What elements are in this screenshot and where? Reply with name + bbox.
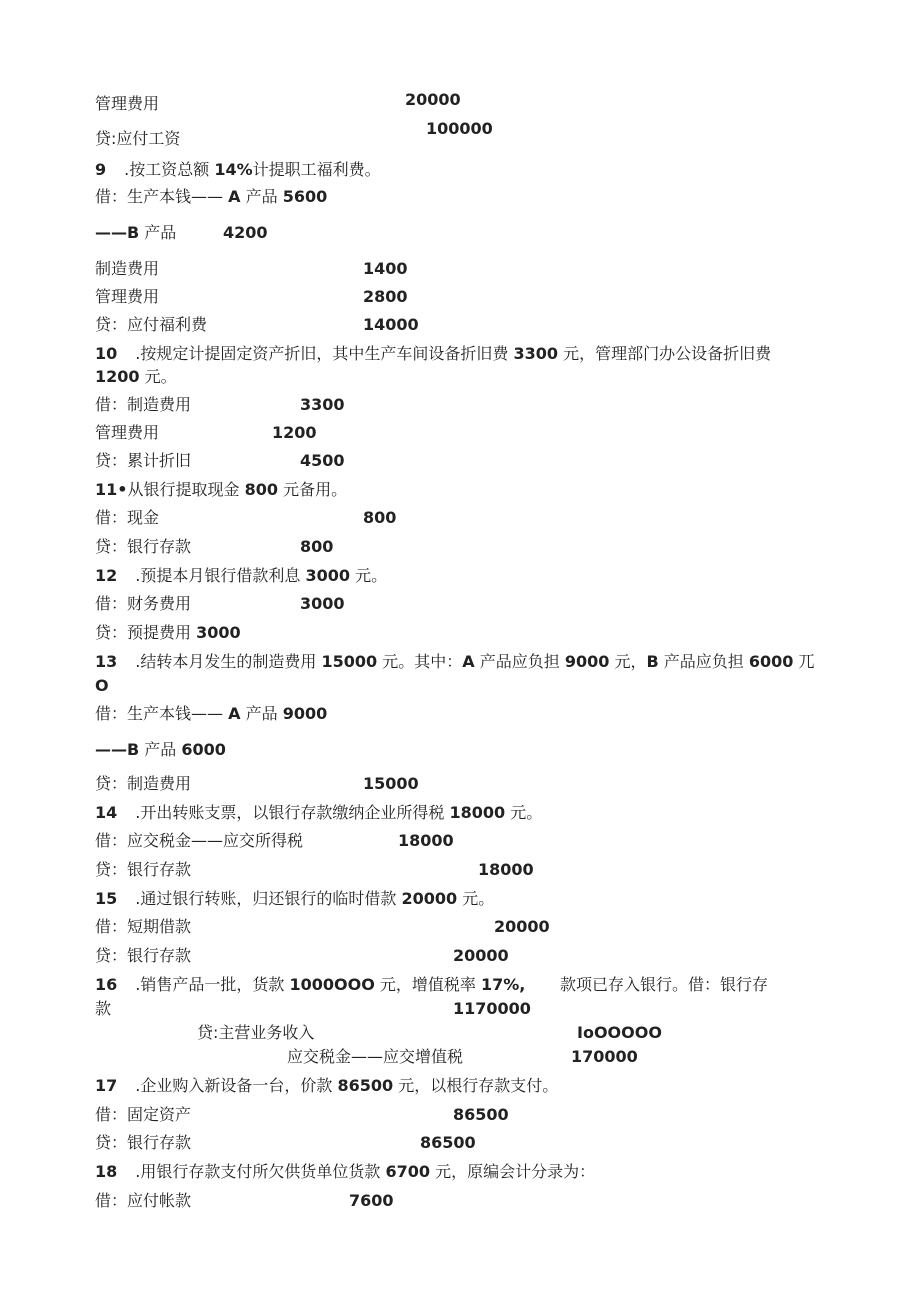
account-label: 贷：累计折旧 — [95, 451, 192, 470]
item-heading: 15 .通过银行转账，归还银行的临时借款 20000 元。 — [95, 889, 495, 908]
amount-value: 100000 — [426, 119, 493, 138]
account-label: 贷:主营业务收入 — [197, 1023, 315, 1042]
account-label: 借：制造费用 — [95, 395, 192, 414]
item-heading: 9 .按工资总额 14%计提职工福利费。 — [95, 160, 381, 179]
item-heading-tail: 款项已存入银行。借：银行存 — [560, 975, 769, 994]
item-heading: 12 .预提本月银行借款利息 3000 元。 — [95, 566, 388, 585]
account-label: 贷：应付福利费 — [95, 315, 208, 334]
item-heading: 16 .销售产品一批，货款 1000OOO 元，增值税率 17%, — [95, 975, 526, 994]
item-heading: 18 .用银行存款支付所欠供货单位货款 6700 元，原编会计分录为： — [95, 1162, 596, 1181]
account-label: 制造费用 — [95, 259, 160, 278]
item-continuation: O — [95, 676, 109, 695]
account-label: 借：短期借款 — [95, 917, 192, 936]
item-number: 15 — [95, 889, 118, 908]
account-label: 贷：银行存款 — [95, 946, 192, 965]
account-label: 贷：制造费用 — [95, 774, 192, 793]
amount-value: 170000 — [571, 1047, 638, 1066]
account-label: 贷：银行存款 — [95, 860, 192, 879]
account-label: 贷：银行存款 — [95, 537, 192, 556]
sub-entry: ——B 产品 6000 — [95, 740, 226, 759]
amount-value: 86500 — [453, 1105, 509, 1124]
amount-value: 7600 — [349, 1191, 394, 1210]
amount-value: 18000 — [478, 860, 534, 879]
account-label: 贷：银行存款 — [95, 1133, 192, 1152]
amount-value: 3300 — [300, 395, 345, 414]
item-continuation: 1200 元。 — [95, 367, 177, 386]
amount-value: 1170000 — [453, 999, 531, 1018]
item-heading: 13 .结转本月发生的制造费用 15000 元。其中：A 产品应负担 9000 元，B 产品应负担 6000 兀 — [95, 652, 815, 671]
amount-value: 1400 — [363, 259, 408, 278]
account-label: 管理费用 — [95, 423, 160, 442]
item-number: 10 — [95, 344, 118, 363]
account-label: 借：应付帐款 — [95, 1191, 192, 1210]
item-number: 11• — [95, 480, 128, 499]
amount-value: 86500 — [420, 1133, 476, 1152]
item-number: 12 — [95, 566, 118, 585]
amount-value: 20000 — [453, 946, 509, 965]
item-number: 14 — [95, 803, 118, 822]
item-number: 13 — [95, 652, 118, 671]
item-number: 16 — [95, 975, 118, 994]
account-label: 款 — [95, 999, 112, 1018]
item-number: 17 — [95, 1076, 118, 1095]
amount-value: 15000 — [363, 774, 419, 793]
account-label: 借：现金 — [95, 508, 160, 527]
item-heading: 10 .按规定计提固定资产折旧，其中生产车间设备折旧费 3300 元，管理部门办公设备折旧费 — [95, 344, 772, 363]
amount-value: 4500 — [300, 451, 345, 470]
amount-value: 18000 — [398, 831, 454, 850]
amount-value: 800 — [363, 508, 397, 527]
debit-entry: 借：生产本钱—— A 产品 5600 — [95, 187, 328, 206]
account-label: 管理费用 — [95, 287, 160, 306]
item-heading: 14 .开出转账支票，以银行存款缴纳企业所得税 18000 元。 — [95, 803, 543, 822]
amount-value: 1200 — [272, 423, 317, 442]
amount-value: 800 — [300, 537, 334, 556]
credit-entry: 贷：预提费用 3000 — [95, 623, 241, 642]
account-label: 管理费用 — [95, 94, 160, 113]
item-number: 9 — [95, 160, 107, 179]
amount-value: IoOOOOO — [577, 1023, 662, 1042]
sub-entry: ——B 产品 — [95, 223, 177, 242]
account-label: 贷:应付工资 — [95, 129, 181, 148]
amount-value: 20000 — [494, 917, 550, 936]
account-label: 借：应交税金——应交所得税 — [95, 831, 304, 850]
account-label: 应交税金——应交增值税 — [287, 1047, 464, 1066]
amount-value: 4200 — [223, 223, 268, 242]
item-heading: 11•从银行提取现金 800 元备用。 — [95, 480, 348, 499]
amount-value: 20000 — [405, 90, 461, 109]
amount-value: 2800 — [363, 287, 408, 306]
amount-value: 3000 — [300, 594, 345, 613]
account-label: 借：固定资产 — [95, 1105, 192, 1124]
item-heading: 17 .企业购入新设备一台，价款 86500 元，以根行存款支付。 — [95, 1076, 559, 1095]
amount-value: 14000 — [363, 315, 419, 334]
account-label: 借：财务费用 — [95, 594, 192, 613]
debit-entry: 借：生产本钱—— A 产品 9000 — [95, 704, 328, 723]
item-number: 18 — [95, 1162, 118, 1181]
